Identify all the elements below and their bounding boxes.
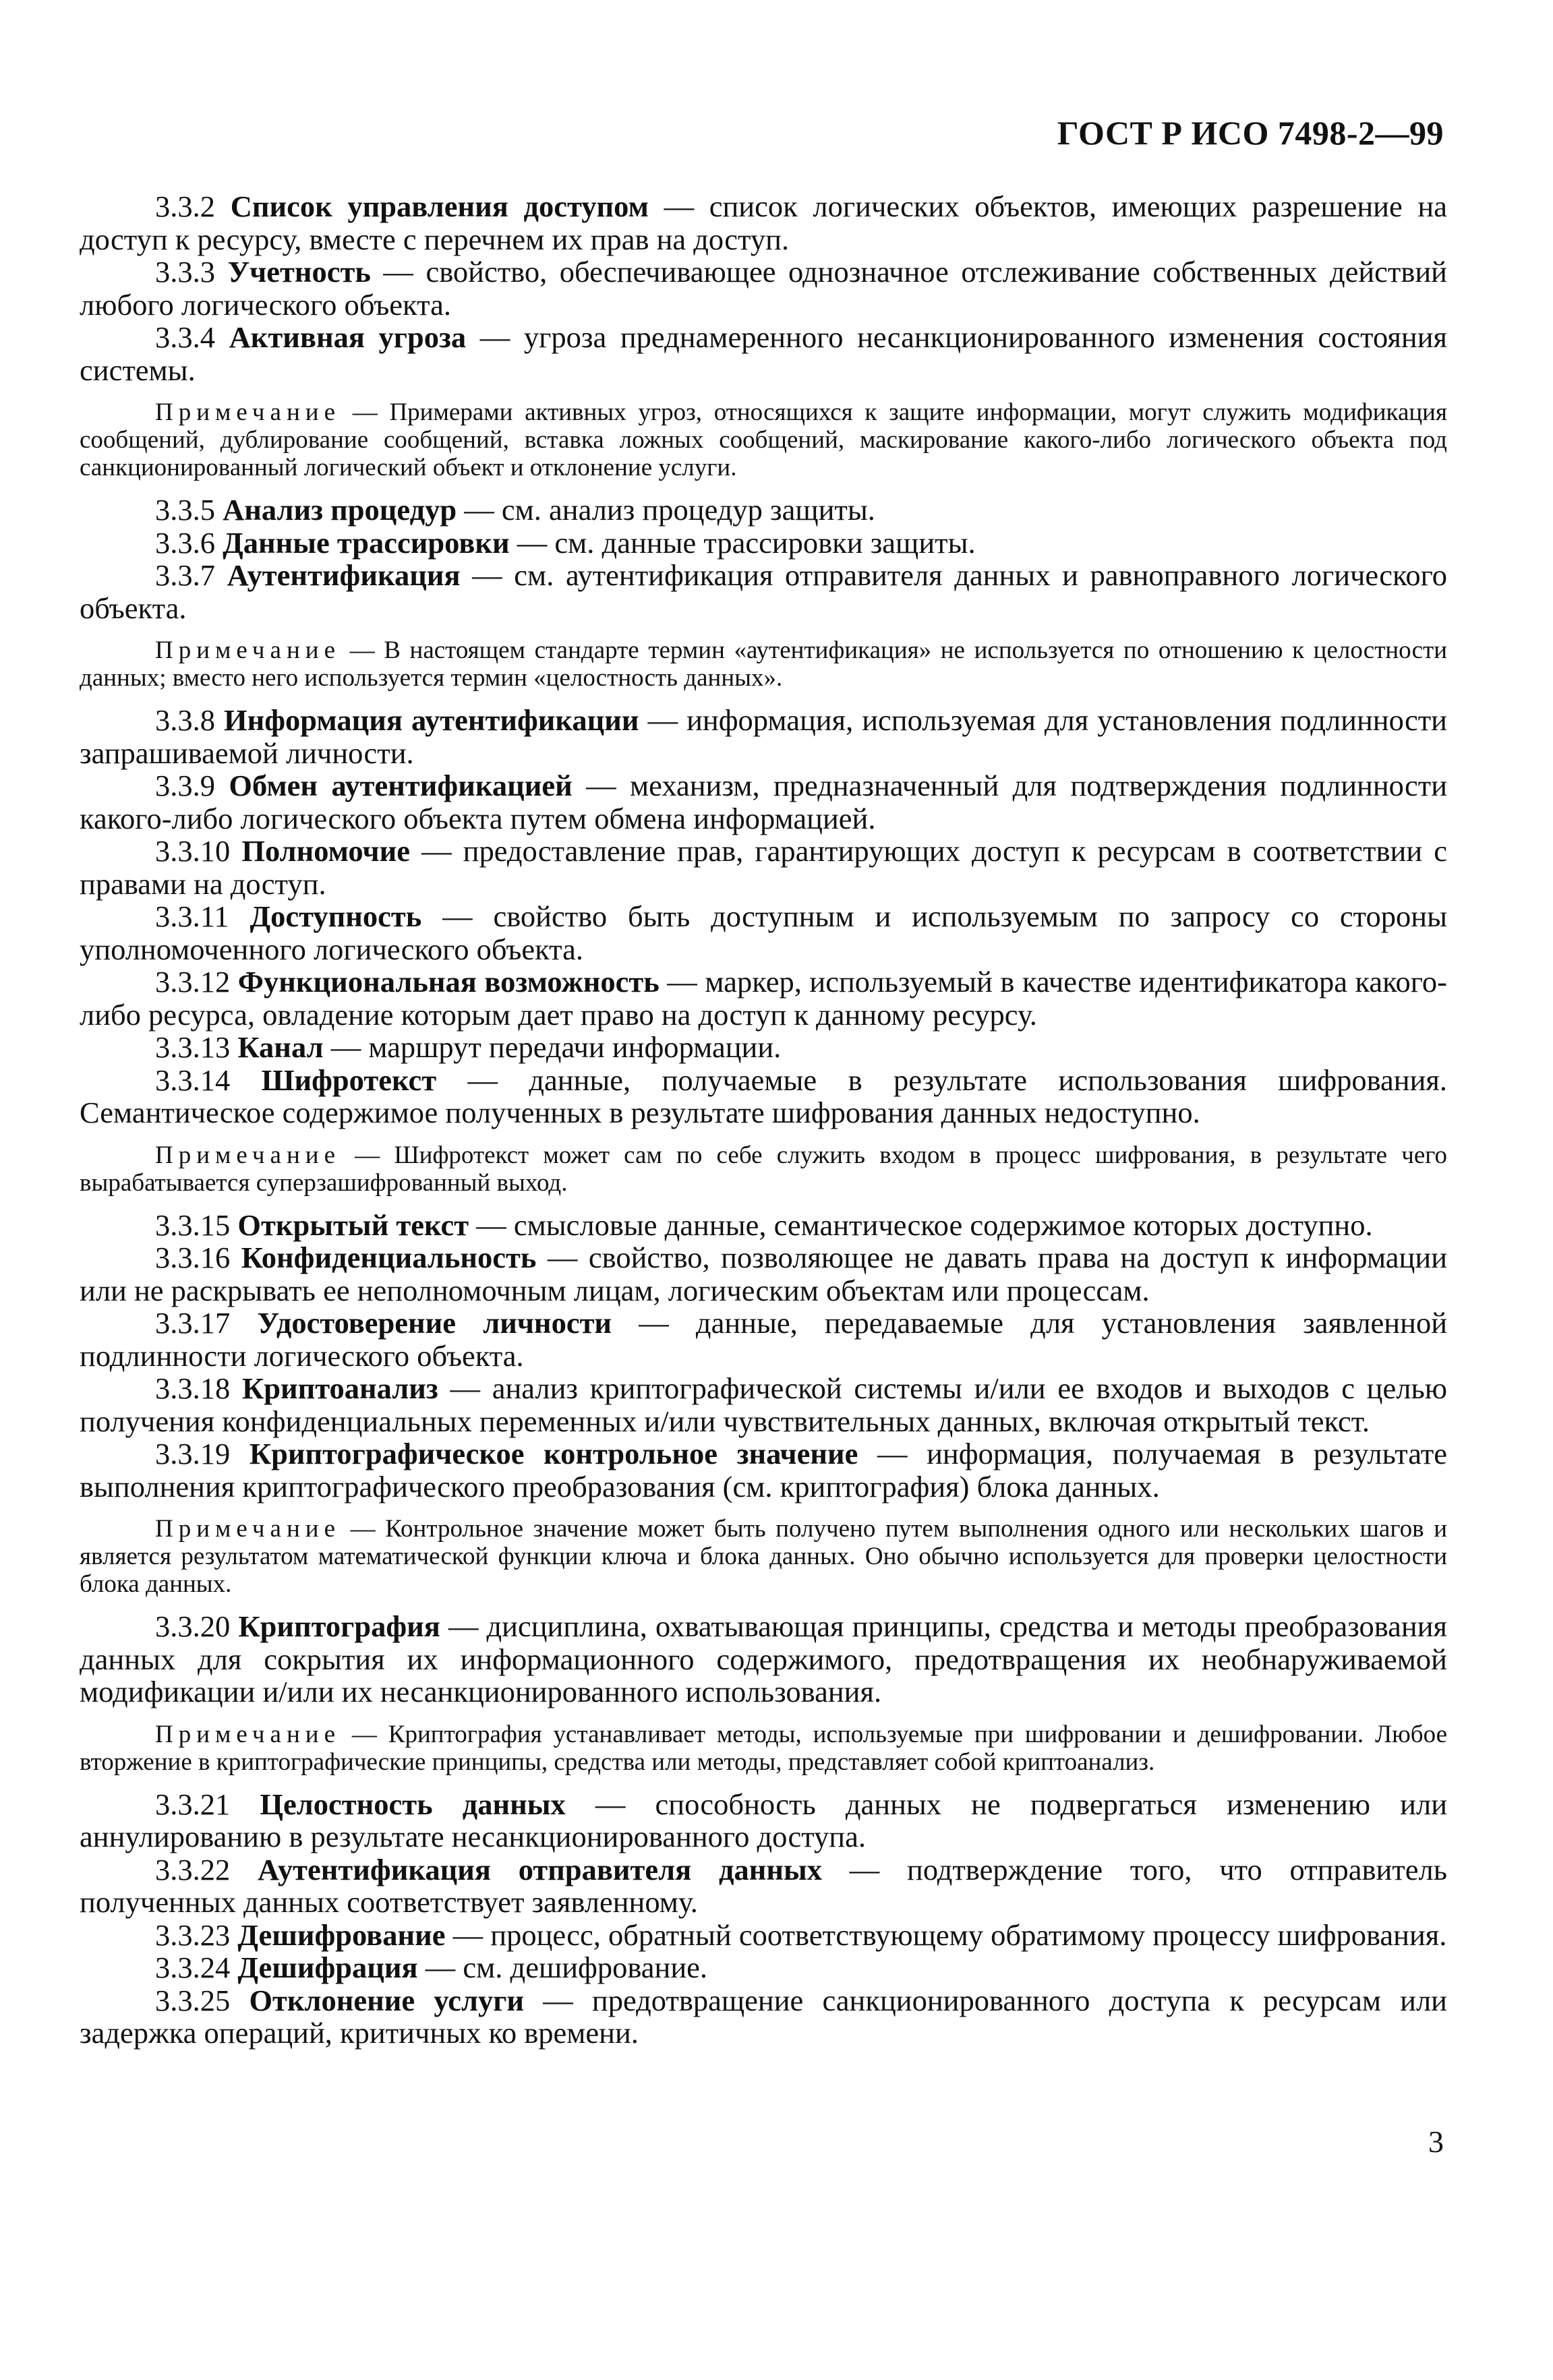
definition-entry xyxy=(80,527,1447,560)
definition-entry xyxy=(80,1788,1447,1853)
term-name: Полномочие xyxy=(241,834,410,868)
note-text: — Примерами активных угроз, относящихся к защите информации, могут служить модификация сообщений, дублирование сообщений, вставка ложных сообщений, маскирование какого-либо логического объекта под санкционированный логический объект и отклонение услуги. xyxy=(80,398,1447,481)
term-name: Функциональная возможность xyxy=(237,965,660,999)
term-definition: — анализ криптографической системы и/или ее входов и выходов с целью получения конфиденциальных переменных и/или чувствительных данных, включая открытый текст. xyxy=(80,1371,1447,1438)
term-name: Список управления доступом xyxy=(230,189,649,223)
term-definition: — см. дешифрование. xyxy=(417,1951,708,1984)
note-entry xyxy=(80,1141,1447,1197)
definition-entry xyxy=(80,1984,1447,2050)
term-name: Канал xyxy=(237,1030,324,1064)
term-name: Аутентификация отправителя данных xyxy=(258,1852,822,1886)
definition-entry xyxy=(80,256,1447,321)
note-label: Примечание xyxy=(155,1141,341,1169)
clause-number: 3.3.9 xyxy=(155,769,215,802)
note-entry xyxy=(80,1721,1447,1776)
clause-number: 3.3.19 xyxy=(155,1437,231,1470)
term-definition: — предотвращение санкционированного доступа к ресурсам или задержка операций, критичных ко времени. xyxy=(80,1983,1447,2050)
definition-entry xyxy=(80,1307,1447,1372)
document-body xyxy=(80,190,1447,2050)
definition-entry xyxy=(80,1064,1447,1129)
clause-number: 3.3.2 xyxy=(155,189,215,223)
clause-number: 3.3.22 xyxy=(155,1852,231,1886)
definition-entry xyxy=(80,835,1447,900)
note-entry xyxy=(80,636,1447,692)
note-text: — Криптография устанавливает методы, используемые при шифровании и дешифровании. Любое вторжение в криптографические принципы, средства или методы, представляет собой криптоанализ. xyxy=(80,1720,1447,1776)
term-definition: — см. данные трассировки защиты. xyxy=(509,525,976,560)
clause-number: 3.3.25 xyxy=(155,1983,231,2017)
term-definition: — информация, получаемая в результате выполнения криптографического преобразования (см. криптография) блока данных. xyxy=(80,1437,1447,1504)
term-name: Целостность данных xyxy=(260,1787,566,1821)
definition-entry xyxy=(80,704,1447,769)
clause-number: 3.3.14 xyxy=(155,1063,231,1097)
term-name: Шифротекст xyxy=(261,1063,437,1097)
clause-number: 3.3.17 xyxy=(155,1306,231,1340)
clause-number: 3.3.24 xyxy=(155,1951,231,1984)
definition-entry xyxy=(80,1951,1447,1984)
term-definition: — подтверждение того, что отправитель полученных данных соответствует заявленному. xyxy=(80,1852,1448,1919)
page-number: 3 xyxy=(1428,2124,1444,2159)
definition-entry xyxy=(80,1919,1447,1952)
clause-number: 3.3.21 xyxy=(155,1787,231,1821)
clause-number: 3.3.7 xyxy=(155,558,215,592)
definition-entry xyxy=(80,1437,1447,1503)
term-definition: — свойство быть доступным и используемым по запросу со стороны уполномоченного логического объекта. xyxy=(80,899,1447,966)
term-name: Информация аутентификации xyxy=(224,703,639,737)
term-definition: — данные, получаемые в результате использования шифрования. Семантическое содержимое полученных в результате шифрования данных недоступно. xyxy=(80,1063,1447,1129)
note-entry xyxy=(80,1515,1447,1598)
clause-number: 3.3.3 xyxy=(155,255,215,289)
term-definition: — маршрут передачи информации. xyxy=(323,1030,782,1064)
definition-entry xyxy=(80,190,1447,256)
note-label: Примечание xyxy=(155,398,341,426)
definition-entry xyxy=(80,1209,1447,1242)
definition-entry xyxy=(80,1031,1447,1064)
term-definition: — список логических объектов, имеющих разрешение на доступ к ресурсу, вместе с перечнем их прав на доступ. xyxy=(80,189,1447,256)
term-definition: — информация, используемая для установления подлинности запрашиваемой личности. xyxy=(80,703,1447,770)
term-name: Активная угроза xyxy=(229,320,467,354)
clause-number: 3.3.15 xyxy=(155,1208,231,1242)
term-definition: — свойство, обеспечивающее однозначное отслеживание собственных действий любого логического объекта. xyxy=(80,255,1447,322)
term-name: Отклонение услуги xyxy=(249,1983,525,2017)
term-name: Данные трассировки xyxy=(223,525,510,560)
definition-entry xyxy=(80,494,1447,527)
term-definition: — способность данных не подвергаться изменению или аннулированию в результате несанкционированного доступа. xyxy=(80,1787,1448,1853)
term-name: Аутентификация xyxy=(227,558,461,592)
term-definition: — свойство, позволяющее не давать права на доступ к информации или не раскрывать ее неполномочным лицам, логическим объектам или процессам. xyxy=(80,1241,1448,1307)
definition-entry xyxy=(80,1610,1447,1708)
term-definition: — предоставление прав, гарантирующих доступ к ресурсам в соответствии с правами на доступ. xyxy=(80,834,1448,901)
term-definition: — данные, передаваемые для установления заявленной подлинности логического объекта. xyxy=(80,1306,1448,1373)
definition-entry xyxy=(80,321,1447,386)
clause-number: 3.3.18 xyxy=(155,1371,231,1405)
term-name: Криптографическое контрольное значение xyxy=(249,1437,858,1470)
clause-number: 3.3.10 xyxy=(155,834,231,868)
term-name: Дешифрация xyxy=(237,1951,418,1984)
note-text: — Контрольное значение может быть получено путем выполнения одного или нескольких шагов и является результатом математической функции ключа и блока данных. Оно обычно используется для проверки целостности блока данных. xyxy=(80,1515,1447,1598)
clause-number: 3.3.16 xyxy=(155,1241,231,1274)
clause-number: 3.3.20 xyxy=(155,1609,231,1643)
term-definition: — процесс, обратный соответствующему обратимому процессу шифрования. xyxy=(445,1917,1447,1952)
note-label: Примечание xyxy=(155,1515,341,1543)
term-name: Конфиденциальность xyxy=(241,1241,537,1274)
clause-number: 3.3.8 xyxy=(155,703,215,737)
clause-number: 3.3.11 xyxy=(155,899,229,933)
clause-number: 3.3.5 xyxy=(155,493,215,527)
definition-entry xyxy=(80,900,1447,965)
term-name: Доступность xyxy=(250,899,422,933)
definition-entry xyxy=(80,1853,1447,1919)
clause-number: 3.3.4 xyxy=(155,320,215,354)
term-definition: — маркер, используемый в качестве идентификатора какого-либо ресурса, овладение которым дает право на доступ к данному ресурсу. xyxy=(80,965,1448,1032)
note-text: — Шифротекст может сам по себе служить входом в процесс шифрования, в результате чего вырабатывается суперзашифрованный выход. xyxy=(80,1141,1447,1197)
clause-number: 3.3.13 xyxy=(155,1030,231,1064)
clause-number: 3.3.6 xyxy=(155,525,215,560)
term-name: Дешифрование xyxy=(237,1917,446,1952)
note-label: Примечание xyxy=(155,636,341,664)
definition-entry xyxy=(80,559,1447,624)
definition-entry xyxy=(80,965,1447,1031)
definition-entry xyxy=(80,769,1447,835)
clause-number: 3.3.12 xyxy=(155,965,231,999)
term-name: Удостоверение личности xyxy=(257,1306,612,1340)
term-name: Криптоанализ xyxy=(241,1371,438,1405)
term-name: Криптография xyxy=(238,1609,440,1643)
note-label: Примечание xyxy=(155,1720,341,1748)
term-name: Открытый текст xyxy=(237,1208,469,1242)
term-definition: — см. аутентификация отправителя данных и равноправного логического объекта. xyxy=(80,558,1448,625)
definition-entry xyxy=(80,1372,1447,1437)
term-definition: — механизм, предназначенный для подтверждения подлинности какого-либо логического объекта путем обмена информацией. xyxy=(80,769,1448,835)
term-definition: — см. анализ процедур защиты. xyxy=(457,493,875,527)
term-definition: — угроза преднамеренного несанкционированного изменения состояния системы. xyxy=(80,320,1448,387)
note-text: — В настоящем стандарте термин «аутентификация» не используется по отношению к целостности данных; вместо него используется термин «целостность данных». xyxy=(80,636,1447,692)
term-name: Учетность xyxy=(227,255,371,289)
clause-number: 3.3.23 xyxy=(155,1917,231,1952)
standard-header: ГОСТ Р ИСО 7498-2—99 xyxy=(1057,114,1444,152)
term-definition: — смысловые данные, семантическое содержимое которых доступно. xyxy=(469,1208,1373,1242)
term-name: Анализ процедур xyxy=(223,493,457,527)
note-entry xyxy=(80,398,1447,481)
term-name: Обмен аутентификацией xyxy=(229,769,573,802)
term-definition: — дисциплина, охватывающая принципы, средства и методы преобразования данных для сокрытия их информационного содержимого, предотвращения их необнаруживаемой модификации и/или их несанкционированного использования. xyxy=(80,1609,1447,1708)
definition-entry xyxy=(80,1241,1447,1307)
